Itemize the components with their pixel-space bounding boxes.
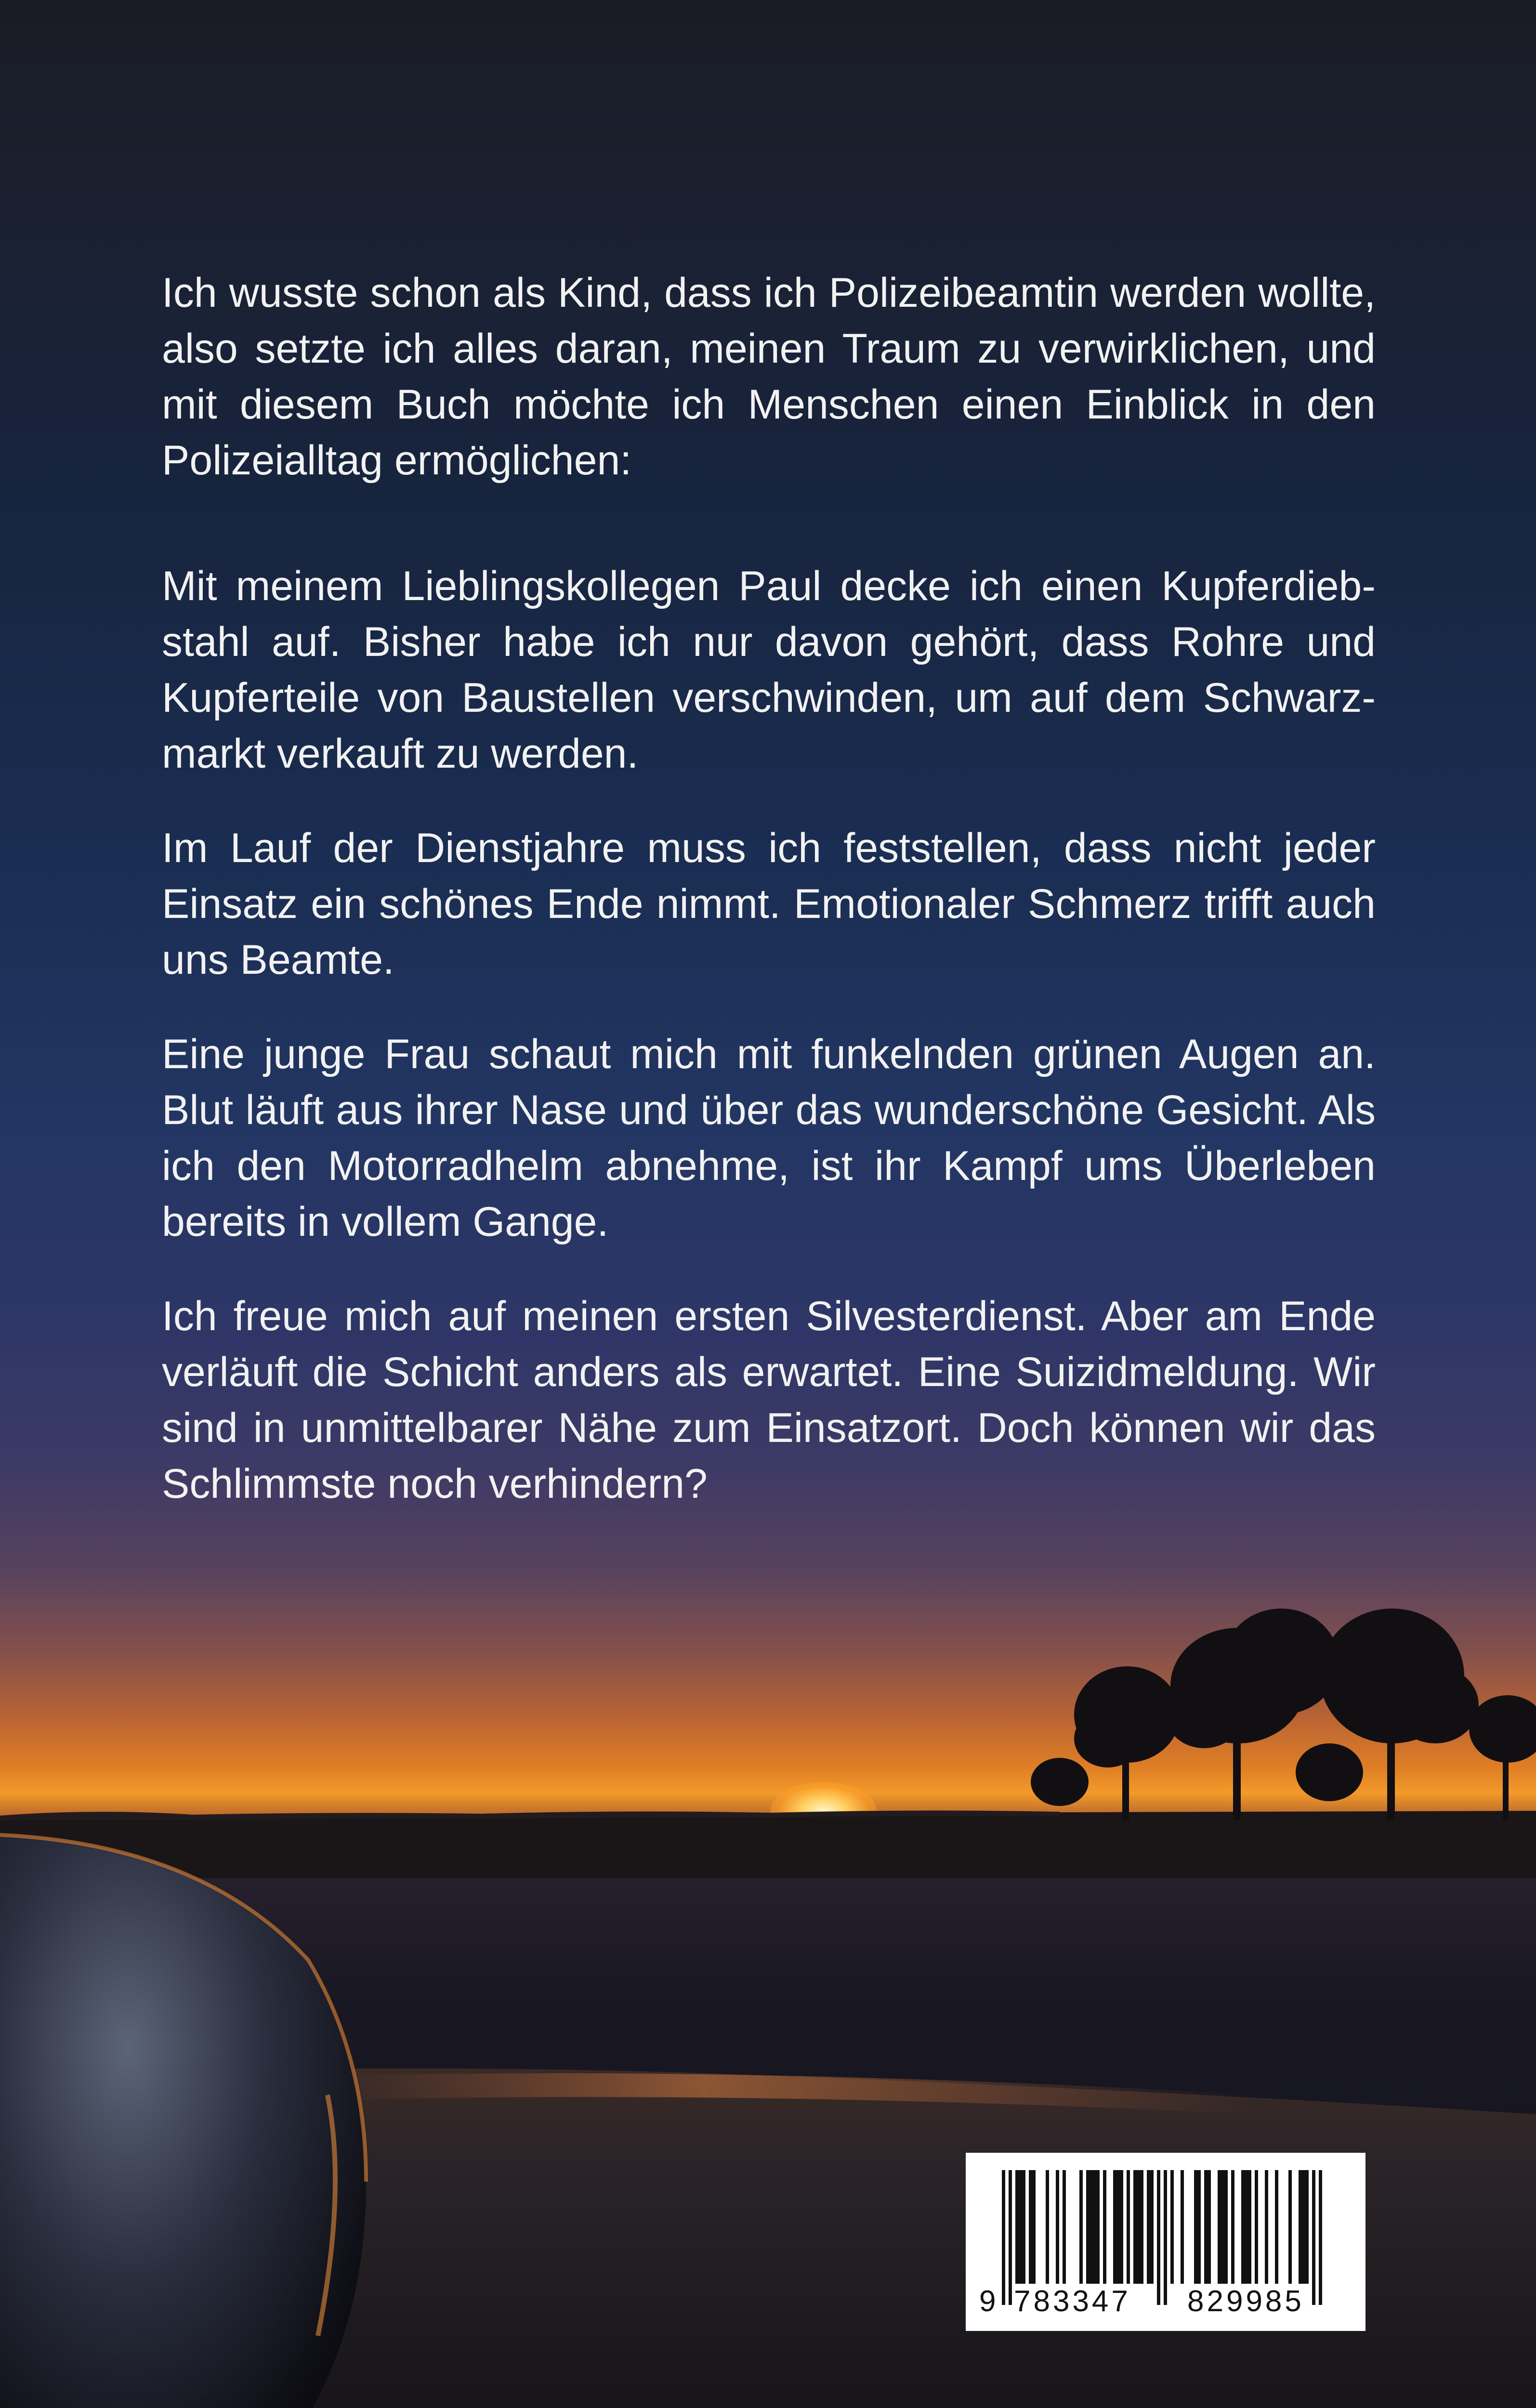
barcode-bar [1103, 2170, 1106, 2284]
barcode-bar [1302, 2170, 1305, 2284]
barcode-digits-right: 829985 [1187, 2285, 1304, 2318]
barcode-bar [1241, 2170, 1245, 2284]
barcode-bar [1204, 2170, 1208, 2284]
barcode-bar [1164, 2170, 1167, 2305]
barcode-bar [1265, 2170, 1268, 2284]
barcode-bar [1221, 2170, 1224, 2284]
barcode-bar [1022, 2170, 1025, 2284]
blurb-paragraph: Ich freue mich auf meinen ersten Silvesterdienst. Aber am Ende verläuft die Schicht anders als erwartet. Eine Suizidmeldung. Wir sind in unmittelbarer Nähe zum Einsatzort. Doch können wir das Schlimmste noch verhindern? [162, 1293, 1376, 1507]
barcode-bar [1255, 2170, 1258, 2284]
barcode-bar [1079, 2170, 1083, 2284]
barcode-bar [1019, 2170, 1022, 2284]
barcode-bar [1288, 2170, 1292, 2284]
barcode-bar [1170, 2170, 1174, 2284]
barcode-bar [1127, 2170, 1130, 2284]
barcode-bar [1046, 2170, 1049, 2284]
barcode-bar [1248, 2170, 1251, 2284]
barcode-bar [1319, 2170, 1322, 2305]
barcode-digits-left: 783347 [1014, 2285, 1131, 2318]
barcode-bar [1029, 2170, 1032, 2284]
barcode-bar [1015, 2170, 1019, 2284]
barcode-bar [1218, 2170, 1221, 2284]
barcode-bar [1009, 2170, 1012, 2305]
barcode-bar [1113, 2170, 1116, 2284]
barcode-bar [1116, 2170, 1120, 2284]
barcode-bar [1305, 2170, 1309, 2284]
barcode-bar [1090, 2170, 1093, 2284]
barcode-bar [1133, 2170, 1137, 2284]
isbn-barcode [966, 2153, 1365, 2331]
barcode-bar [1120, 2170, 1123, 2284]
barcode-bar [1208, 2170, 1211, 2284]
barcode-bar [1086, 2170, 1090, 2284]
barcode-bar [1299, 2170, 1302, 2284]
barcode-bar [1197, 2170, 1201, 2284]
barcode-bar [1245, 2170, 1248, 2284]
barcode-bar [1093, 2170, 1096, 2284]
barcode-bar [1224, 2170, 1228, 2284]
barcode-bar [1063, 2170, 1066, 2284]
barcode-bar [1181, 2170, 1184, 2284]
barcode-bar [1157, 2170, 1160, 2305]
barcode-bar [1137, 2170, 1140, 2284]
barcode-bar [1002, 2170, 1005, 2305]
back-cover-blurb [162, 265, 1376, 1550]
barcode-bar [1275, 2170, 1278, 2284]
barcode-bar [1194, 2170, 1197, 2284]
blurb-paragraph: Eine junge Frau schaut mich mit funkelnden grünen Augen an. Blut läuft aus ihrer Nase und über das wunderschöne Gesicht. Als ich den Motorradhelm abnehme, ist ihr Kampf ums Überleben bereits in vollem Gange. [162, 1031, 1376, 1245]
barcode-lead-digit: 9 [979, 2285, 996, 2318]
blurb-paragraph: Im Lauf der Dienstjahre muss ich feststellen, dass nicht jeder Einsatz ein schönes Ende nimmt. Emotionaler Schmerz trifft auch uns Beamte. [162, 825, 1376, 983]
blurb-paragraph: Ich wusste schon als Kind, dass ich Polizeibeamtin werden wollte, also setzte ich alles daran, meinen Traum zu verwirklichen, und mit diesem Buch möchte ich Menschen einen Einblick in den Polizeialltag ermöglichen: [162, 270, 1376, 484]
barcode-bar [1096, 2170, 1100, 2284]
barcode-bar [1231, 2170, 1234, 2284]
barcode-bar [1147, 2170, 1150, 2284]
blurb-paragraph: Mit meinem Lieblingskollegen Paul decke ich einen Kupferdiebstahl auf. Bisher habe ich nur davon gehört, dass Rohre und Kupferteile von Baustellen verschwinden, um auf dem Schwarzmarkt verkauft zu werden. [162, 563, 1376, 777]
barcode-bar [1056, 2170, 1059, 2284]
barcode-bar [1032, 2170, 1036, 2284]
barcode-bar [1140, 2170, 1143, 2284]
barcode-bar [1150, 2170, 1154, 2284]
barcode-bar [1312, 2170, 1315, 2305]
